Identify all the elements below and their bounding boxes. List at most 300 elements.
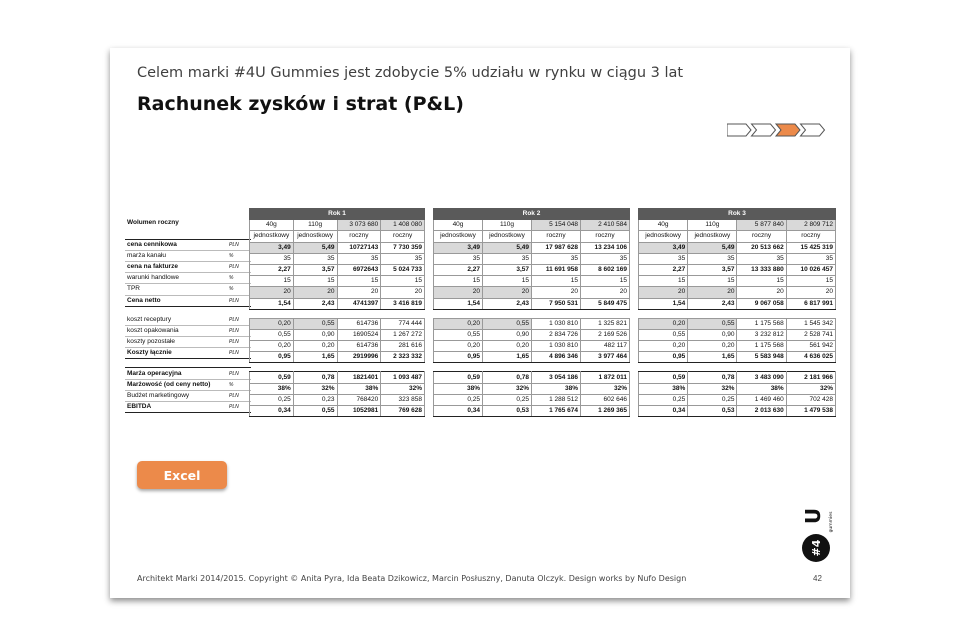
table-row	[125, 273, 251, 284]
value-cell: 7 950 531	[532, 298, 581, 309]
value-cell: 3,49	[250, 242, 294, 253]
value-cell: 0,55	[688, 318, 737, 329]
blank-cell	[227, 218, 251, 228]
table-row	[639, 253, 836, 264]
value-cell: 3 483 090	[737, 372, 786, 383]
value-cell: 4 636 025	[786, 352, 835, 363]
spacer	[434, 363, 630, 372]
page-number: 42	[813, 574, 822, 583]
value-cell: 3,57	[483, 264, 532, 275]
table-row	[434, 242, 630, 253]
value-cell: 0,20	[293, 341, 337, 352]
value-cell: 0,59	[639, 372, 688, 383]
value-cell: 1,65	[483, 352, 532, 363]
row-label: marża kanału	[125, 250, 227, 261]
value-cell: 0,95	[250, 352, 294, 363]
value-cell: 2,43	[688, 298, 737, 309]
table-row	[250, 298, 425, 309]
row-unit: %	[227, 273, 251, 284]
value-cell: 0,23	[293, 394, 337, 405]
unit-cell: roczny	[737, 231, 786, 242]
value-cell: 0,78	[483, 372, 532, 383]
size-cell: 110g	[688, 220, 737, 231]
unit-cell: jednostkowy	[293, 231, 337, 242]
size-cell: 110g	[293, 220, 337, 231]
table-row	[125, 402, 251, 413]
svg-text:gummies: gummies	[829, 511, 834, 533]
spacer	[125, 306, 251, 315]
row-unit: %	[227, 284, 251, 295]
table-row	[639, 287, 836, 298]
value-cell: 38%	[532, 383, 581, 394]
row-label: EBITDA	[125, 402, 227, 413]
value-cell: 10727143	[337, 242, 381, 253]
year-2-table	[433, 208, 630, 417]
value-cell: 0,34	[250, 406, 294, 417]
size-cell: 2 809 712	[786, 220, 835, 231]
table-row	[639, 406, 836, 417]
value-cell: 5 849 475	[581, 298, 630, 309]
value-cell: 3 054 186	[532, 372, 581, 383]
table-row	[250, 318, 425, 329]
value-cell: 4741397	[337, 298, 381, 309]
value-cell: 0,25	[250, 394, 294, 405]
unit-cell: jednostkowy	[639, 231, 688, 242]
table-row	[639, 341, 836, 352]
value-cell: 15	[483, 276, 532, 287]
table-row	[125, 315, 251, 326]
value-cell: 0,20	[483, 341, 532, 352]
unit-cell: roczny	[532, 231, 581, 242]
value-cell: 15	[434, 276, 483, 287]
row-unit: %	[227, 250, 251, 261]
value-cell: 561 942	[786, 341, 835, 352]
value-cell: 4 896 346	[532, 352, 581, 363]
table-row	[250, 352, 425, 363]
table-row	[639, 394, 836, 405]
value-cell: 0,34	[434, 406, 483, 417]
value-cell: 15	[293, 276, 337, 287]
table-row	[639, 242, 836, 253]
value-cell: 1 545 342	[786, 318, 835, 329]
value-cell: 774 444	[381, 318, 425, 329]
row-label: cena cennikowa	[125, 239, 227, 250]
unit-cell: roczny	[337, 231, 381, 242]
progress-step-4	[801, 124, 825, 136]
unit-cell: jednostkowy	[434, 231, 483, 242]
value-cell: 20	[250, 287, 294, 298]
row-unit: PLN	[227, 337, 251, 348]
spacer	[639, 309, 836, 318]
value-cell: 38%	[639, 383, 688, 394]
table-row	[125, 390, 251, 401]
unit-cell: roczny	[786, 231, 835, 242]
value-cell: 3,49	[434, 242, 483, 253]
year-header: Rok 1	[250, 209, 425, 220]
value-cell: 0,55	[293, 318, 337, 329]
value-cell: 0,20	[250, 341, 294, 352]
row-unit: PLN	[227, 239, 251, 250]
value-cell: 3 977 464	[581, 352, 630, 363]
value-cell: 3,57	[293, 264, 337, 275]
value-cell: 1 030 810	[532, 341, 581, 352]
value-cell: 20	[434, 287, 483, 298]
value-cell: 2 323 332	[381, 352, 425, 363]
row-unit: PLN	[227, 348, 251, 359]
value-cell: 15 425 319	[786, 242, 835, 253]
row-label: TPR	[125, 284, 227, 295]
year-header: Rok 3	[639, 209, 836, 220]
value-cell: 2 834 726	[532, 329, 581, 340]
row-label: Koszty łącznie	[125, 348, 227, 359]
value-cell: 3,49	[639, 242, 688, 253]
value-cell: 20	[381, 287, 425, 298]
value-cell: 35	[688, 253, 737, 264]
value-cell: 15	[337, 276, 381, 287]
value-cell: 0,95	[639, 352, 688, 363]
value-cell: 15	[737, 276, 786, 287]
value-cell: 1690524	[337, 329, 381, 340]
value-cell: 38%	[737, 383, 786, 394]
value-cell: 0,59	[250, 372, 294, 383]
blank-cell	[125, 228, 227, 239]
row-label: Budżet marketingowy	[125, 390, 227, 401]
table-row	[434, 372, 630, 383]
row-unit: PLN	[227, 315, 251, 326]
value-cell: 20	[483, 287, 532, 298]
excel-button[interactable]: Excel	[137, 461, 227, 489]
table-row	[125, 368, 251, 379]
table-row	[639, 298, 836, 309]
table-row	[250, 242, 425, 253]
table-row	[434, 406, 630, 417]
value-cell: 0,20	[434, 318, 483, 329]
table-row	[250, 406, 425, 417]
table-row	[125, 239, 251, 250]
value-cell: 2919996	[337, 352, 381, 363]
value-cell: 0,20	[639, 341, 688, 352]
footer-copyright: Architekt Marki 2014/2015. Copyright © Anita Pyra, Ida Beata Dzikowicz, Marcin Posłuszny, Danuta Olczyk. Design works by Nufo Design	[137, 574, 687, 583]
row-unit: PLN	[227, 368, 251, 379]
table-row	[639, 383, 836, 394]
value-cell: 13 333 880	[737, 264, 786, 275]
spacer	[250, 309, 425, 318]
value-cell: 38%	[250, 383, 294, 394]
value-cell: 35	[483, 253, 532, 264]
value-cell: 35	[250, 253, 294, 264]
size-cell: 40g	[639, 220, 688, 231]
value-cell: 0,90	[293, 329, 337, 340]
value-cell: 1 267 272	[381, 329, 425, 340]
value-cell: 1,65	[293, 352, 337, 363]
volume-label: Wolumen roczny	[127, 219, 179, 227]
size-cell: 40g	[434, 220, 483, 231]
table-row	[250, 394, 425, 405]
value-cell: 1 269 365	[581, 406, 630, 417]
row-labels-table	[125, 208, 251, 413]
value-cell: 0,59	[434, 372, 483, 383]
value-cell: 3,57	[688, 264, 737, 275]
value-cell: 1 093 487	[381, 372, 425, 383]
value-cell: 0,20	[250, 318, 294, 329]
value-cell: 0,55	[483, 318, 532, 329]
value-cell: 1 469 460	[737, 394, 786, 405]
table-row	[434, 329, 630, 340]
spacer	[125, 359, 251, 368]
value-cell: 6972643	[337, 264, 381, 275]
table-row	[434, 253, 630, 264]
table-row	[125, 295, 251, 306]
value-cell: 20	[639, 287, 688, 298]
value-cell: 20	[293, 287, 337, 298]
value-cell: 2,43	[483, 298, 532, 309]
table-row	[125, 250, 251, 261]
value-cell: 0,95	[434, 352, 483, 363]
value-cell: 0,90	[688, 329, 737, 340]
table-row	[434, 341, 630, 352]
value-cell: 35	[532, 253, 581, 264]
table-row	[639, 276, 836, 287]
value-cell: 0,25	[688, 394, 737, 405]
value-cell: 2,27	[250, 264, 294, 275]
table-row	[250, 383, 425, 394]
value-cell: 5,49	[483, 242, 532, 253]
value-cell: 2,27	[434, 264, 483, 275]
size-cell: 40g	[250, 220, 294, 231]
value-cell: 11 691 958	[532, 264, 581, 275]
year-header: Rok 2	[434, 209, 630, 220]
size-cell: 110g	[483, 220, 532, 231]
value-cell: 15	[639, 276, 688, 287]
value-cell: 20	[337, 287, 381, 298]
value-cell: 32%	[483, 383, 532, 394]
value-cell: 0,55	[250, 329, 294, 340]
spacer	[639, 363, 836, 372]
value-cell: 32%	[293, 383, 337, 394]
value-cell: 20	[532, 287, 581, 298]
value-cell: 0,90	[483, 329, 532, 340]
blank-cell	[227, 208, 251, 218]
table-row	[639, 264, 836, 275]
value-cell: 20 513 662	[737, 242, 786, 253]
value-cell: 1 325 821	[581, 318, 630, 329]
table-row	[434, 264, 630, 275]
value-cell: 0,25	[483, 394, 532, 405]
value-cell: 38%	[337, 383, 381, 394]
value-cell: 17 987 628	[532, 242, 581, 253]
value-cell: 15	[581, 276, 630, 287]
value-cell: 1 175 568	[737, 318, 786, 329]
value-cell: 13 234 106	[581, 242, 630, 253]
size-cell: 3 073 680	[337, 220, 381, 231]
value-cell: 38%	[434, 383, 483, 394]
value-cell: 1 479 538	[786, 406, 835, 417]
value-cell: 5 583 948	[737, 352, 786, 363]
value-cell: 35	[581, 253, 630, 264]
row-label: koszty pozostałe	[125, 337, 227, 348]
table-row	[250, 276, 425, 287]
brand-logo	[798, 496, 838, 566]
table-row	[250, 329, 425, 340]
value-cell: 32%	[786, 383, 835, 394]
value-cell: 15	[250, 276, 294, 287]
value-cell: 0,34	[639, 406, 688, 417]
row-unit: PLN	[227, 325, 251, 336]
value-cell: 20	[737, 287, 786, 298]
value-cell: 768420	[337, 394, 381, 405]
table-row	[434, 352, 630, 363]
row-label: koszt opakowania	[125, 325, 227, 336]
svg-text:U: U	[801, 507, 825, 525]
row-label: warunki handlowe	[125, 273, 227, 284]
value-cell: 0,25	[639, 394, 688, 405]
value-cell: 10 026 457	[786, 264, 835, 275]
row-unit: PLN	[227, 402, 251, 413]
value-cell: 35	[337, 253, 381, 264]
value-cell: 2,43	[293, 298, 337, 309]
value-cell: 0,25	[434, 394, 483, 405]
row-unit: PLN	[227, 261, 251, 272]
row-label: Marża operacyjna	[125, 368, 227, 379]
value-cell: 0,78	[688, 372, 737, 383]
value-cell: 1821401	[337, 372, 381, 383]
progress-step-2	[752, 124, 776, 136]
value-cell: 1,54	[250, 298, 294, 309]
value-cell: 15	[532, 276, 581, 287]
value-cell: 35	[293, 253, 337, 264]
table-row	[125, 379, 251, 390]
value-cell: 0,55	[639, 329, 688, 340]
value-cell: 1052981	[337, 406, 381, 417]
value-cell: 15	[786, 276, 835, 287]
blank-cell	[227, 228, 251, 239]
value-cell: 20	[688, 287, 737, 298]
value-cell: 5,49	[688, 242, 737, 253]
table-row	[250, 264, 425, 275]
value-cell: 323 858	[381, 394, 425, 405]
value-cell: 614736	[337, 341, 381, 352]
value-cell: 614736	[337, 318, 381, 329]
value-cell: 6 817 991	[786, 298, 835, 309]
value-cell: 35	[381, 253, 425, 264]
table-row	[639, 318, 836, 329]
progress-chevrons-graphic	[727, 123, 827, 137]
row-label: Marżowość (od ceny netto)	[125, 379, 227, 390]
value-cell: 15	[381, 276, 425, 287]
value-cell: 0,20	[688, 341, 737, 352]
table-row	[250, 253, 425, 264]
value-cell: 0,55	[434, 329, 483, 340]
table-row	[639, 352, 836, 363]
value-cell: 1,54	[434, 298, 483, 309]
table-row	[434, 298, 630, 309]
year-1-table	[249, 208, 425, 417]
value-cell: 35	[434, 253, 483, 264]
value-cell: 35	[737, 253, 786, 264]
table-row	[125, 348, 251, 359]
value-cell: 1 288 512	[532, 394, 581, 405]
value-cell: 1 175 568	[737, 341, 786, 352]
table-row	[250, 372, 425, 383]
progress-step-3	[776, 124, 800, 136]
value-cell: 482 117	[581, 341, 630, 352]
value-cell: 1,65	[688, 352, 737, 363]
value-cell: 2 528 741	[786, 329, 835, 340]
year-3-table	[638, 208, 836, 417]
value-cell: 35	[786, 253, 835, 264]
unit-cell: jednostkowy	[688, 231, 737, 242]
table-row	[434, 287, 630, 298]
value-cell: 32%	[688, 383, 737, 394]
value-cell: 9 067 058	[737, 298, 786, 309]
value-cell: 1 765 674	[532, 406, 581, 417]
table-row	[639, 329, 836, 340]
value-cell: 0,20	[639, 318, 688, 329]
value-cell: 2,27	[639, 264, 688, 275]
size-cell: 5 154 048	[532, 220, 581, 231]
value-cell: 5 024 733	[381, 264, 425, 275]
table-row	[125, 325, 251, 336]
brand-logo-graphic	[798, 496, 838, 566]
value-cell: 2 169 526	[581, 329, 630, 340]
value-cell: 0,53	[483, 406, 532, 417]
table-row	[125, 337, 251, 348]
unit-cell: jednostkowy	[483, 231, 532, 242]
value-cell: 0,20	[434, 341, 483, 352]
value-cell: 8 602 169	[581, 264, 630, 275]
value-cell: 15	[688, 276, 737, 287]
value-cell: 602 646	[581, 394, 630, 405]
value-cell: 769 628	[381, 406, 425, 417]
unit-cell: roczny	[581, 231, 630, 242]
table-row	[434, 318, 630, 329]
value-cell: 281 616	[381, 341, 425, 352]
svg-text:#4: #4	[810, 539, 823, 557]
blank-cell	[125, 208, 227, 218]
table-row	[639, 372, 836, 383]
table-row	[434, 383, 630, 394]
value-cell: 702 428	[786, 394, 835, 405]
progress-step-1	[727, 124, 751, 136]
table-row	[434, 276, 630, 287]
unit-cell: jednostkowy	[250, 231, 294, 242]
value-cell: 0,78	[293, 372, 337, 383]
table-row	[434, 394, 630, 405]
value-cell: 2 181 966	[786, 372, 835, 383]
table-row	[250, 341, 425, 352]
table-row	[125, 261, 251, 272]
size-cell: 1 408 080	[381, 220, 425, 231]
value-cell: 1,54	[639, 298, 688, 309]
row-unit: %	[227, 379, 251, 390]
value-cell: 1 872 011	[581, 372, 630, 383]
row-label: Cena netto	[125, 295, 227, 306]
slide-subtitle: Celem marki #4U Gummies jest zdobycie 5% udziału w rynku w ciągu 3 lat	[137, 65, 684, 81]
value-cell: 32%	[581, 383, 630, 394]
unit-cell: roczny	[381, 231, 425, 242]
slide	[110, 48, 850, 598]
value-cell: 32%	[381, 383, 425, 394]
row-unit: PLN	[227, 295, 251, 306]
value-cell: 35	[639, 253, 688, 264]
spacer	[250, 363, 425, 372]
value-cell: 2 013 630	[737, 406, 786, 417]
row-label: cena na fakturze	[125, 261, 227, 272]
value-cell: 1 030 810	[532, 318, 581, 329]
table-row	[125, 284, 251, 295]
value-cell: 5,49	[293, 242, 337, 253]
value-cell: 0,53	[688, 406, 737, 417]
